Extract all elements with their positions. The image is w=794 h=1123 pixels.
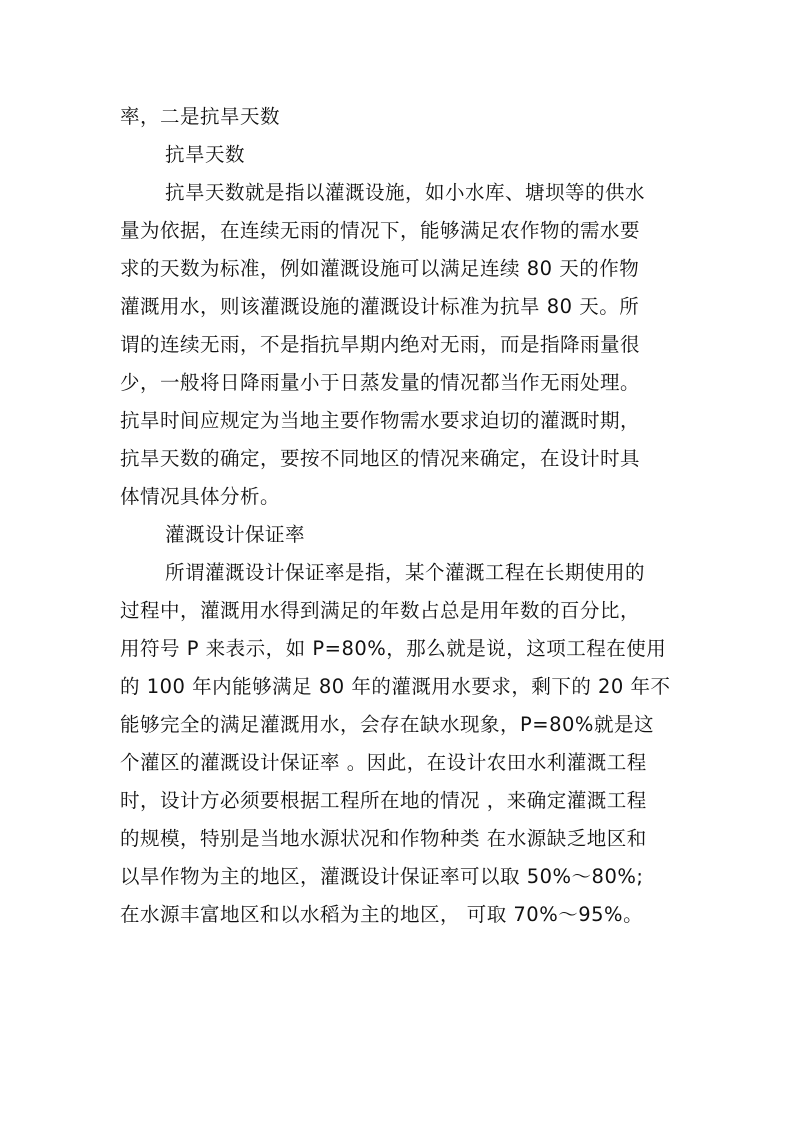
text-line: 个灌区的灌溉设计保证率 。因此，在设计农田水利灌溉工程 (120, 751, 647, 774)
text-line: 过程中，灌溉用水得到满足的年数占总是用年数的百分比， (120, 599, 641, 622)
text-line: 能够完全的满足灌溉用水，会存在缺水现象，P=80%就是这 (120, 713, 654, 736)
text-line: 时，设计方必须要根据工程所在地的情况 ，来确定灌溉工程 (120, 789, 647, 812)
text-line: 抗旱时间应规定为当地主要作物需水要求迫切的灌溉时期， (120, 409, 641, 432)
text-line: 用符号 P 来表示，如 P=80%，那么就是说，这项工程在使用 (120, 637, 667, 660)
text-line: 体情况具体分析。 (120, 485, 281, 508)
text-line: 所谓灌溉设计保证率是指，某个灌溉工程在长期使用的 (165, 561, 646, 584)
text-line: 谓的连续无雨，不是指抗旱期内绝对无雨，而是指降雨量很 (120, 333, 641, 356)
section-heading: 抗旱天数 (165, 143, 246, 166)
text-line: 求的天数为标准，例如灌溉设施可以满足连续 80 天的作物 (120, 257, 640, 280)
text-line: 率，二是抗旱天数 (120, 105, 281, 128)
text-line: 抗旱天数的确定，要按不同地区的情况来确定，在设计时具 (120, 447, 641, 470)
text-line: 的 100 年内能够满足 80 年的灌溉用水要求，剩下的 20 年不 (120, 675, 671, 698)
text-line: 灌溉用水，则该灌溉设施的灌溉设计标准为抗旱 80 天。所 (120, 295, 640, 318)
text-line: 以旱作物为主的地区，灌溉设计保证率可以取 50%～80%; (120, 865, 644, 888)
section-heading: 灌溉设计保证率 (165, 523, 306, 546)
body-text (120, 98, 680, 934)
text-line: 的规模，特别是当地水源状况和作物种类 在水源缺乏地区和 (120, 827, 647, 850)
text-line: 抗旱天数就是指以灌溉设施，如小水库、塘坝等的供水 (165, 181, 646, 204)
text-line: 量为依据，在连续无雨的情况下，能够满足农作物的需水要 (120, 219, 641, 242)
text-line: 少，一般将日降雨量小于日蒸发量的情况都当作无雨处理。 (120, 371, 641, 394)
text-line: 在水源丰富地区和以水稻为主的地区， 可取 70%～95%。 (120, 903, 644, 926)
